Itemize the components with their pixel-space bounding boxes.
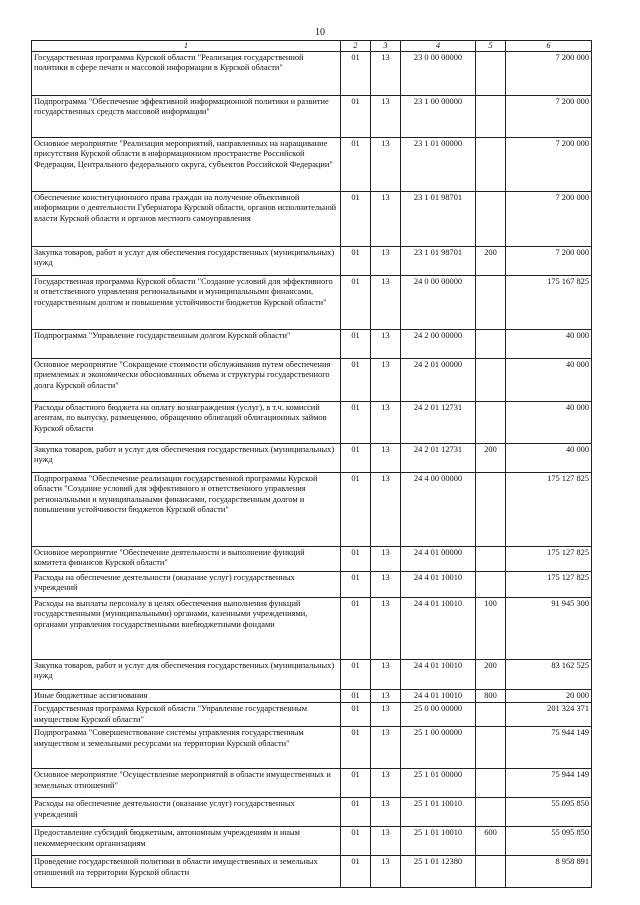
row-subsection-cell: 13	[371, 192, 401, 247]
table-row	[32, 572, 592, 598]
header-col-5: 5	[476, 41, 506, 52]
header-col-6: 6	[506, 41, 592, 52]
row-expense-type-cell	[476, 473, 506, 547]
row-amount-cell: 7 200 000	[506, 52, 592, 96]
row-name-cell: Государственная программа Курской области "Управление государственным имуществом Курской области"	[32, 703, 341, 727]
table-row	[32, 547, 592, 572]
row-section-cell: 01	[341, 690, 371, 703]
row-name-cell: Основное мероприятие "Осуществление мероприятий в области имущественных и земельных отношений"	[32, 769, 341, 798]
row-name-cell: Основное мероприятие "Обеспечение деятельности и выполнение функций комитета финансов Курской области"	[32, 547, 341, 572]
row-amount-cell: 8 958 891	[506, 856, 592, 888]
row-subsection-cell: 13	[371, 660, 401, 690]
row-name-cell: Закупка товаров, работ и услуг для обеспечения государственных (муниципальных) нужд	[32, 444, 341, 473]
row-subsection-cell: 13	[371, 96, 401, 138]
table-row	[32, 138, 592, 192]
row-section-cell: 01	[341, 727, 371, 769]
row-expense-type-cell: 200	[476, 247, 506, 276]
row-target-article-cell: 24 4 01 10010	[401, 690, 476, 703]
row-expense-type-cell	[476, 572, 506, 598]
row-subsection-cell: 13	[371, 330, 401, 359]
row-name-cell: Подпрограмма "Управление государственным долгом Курской области"	[32, 330, 341, 359]
row-subsection-cell: 13	[371, 572, 401, 598]
row-expense-type-cell: 800	[476, 690, 506, 703]
row-name-cell: Подпрограмма "Совершенствование системы управления государственным имуществом и земельными ресурсами на территории Курской области"	[32, 727, 341, 769]
row-amount-cell: 7 200 000	[506, 192, 592, 247]
row-target-article-cell: 25 1 00 00000	[401, 727, 476, 769]
row-name-cell: Закупка товаров, работ и услуг для обеспечения государственных (муниципальных) нужд	[32, 247, 341, 276]
row-amount-cell: 175 167 825	[506, 276, 592, 330]
table-row	[32, 473, 592, 547]
row-section-cell: 01	[341, 598, 371, 660]
table-row	[32, 402, 592, 444]
row-amount-cell: 83 162 525	[506, 660, 592, 690]
row-name-cell: Предоставление субсидий бюджетным, автономным учреждениям и иным некоммерческим организациям	[32, 827, 341, 856]
row-target-article-cell: 24 2 01 00000	[401, 359, 476, 402]
row-amount-cell: 75 944 149	[506, 727, 592, 769]
row-subsection-cell: 13	[371, 798, 401, 827]
row-amount-cell: 20 000	[506, 690, 592, 703]
table-row	[32, 444, 592, 473]
row-target-article-cell: 23 1 01 00000	[401, 138, 476, 192]
row-subsection-cell: 13	[371, 138, 401, 192]
row-subsection-cell: 13	[371, 690, 401, 703]
row-target-article-cell: 24 4 01 10010	[401, 660, 476, 690]
row-target-article-cell: 25 1 01 12380	[401, 856, 476, 888]
row-section-cell: 01	[341, 138, 371, 192]
row-expense-type-cell	[476, 703, 506, 727]
table-row	[32, 856, 592, 888]
row-name-cell: Подпрограмма "Обеспечение реализации государственной программы Курской области "Создание условий для эффективного и ответственного управления региональными и муниципальными финансами, государственным долгом и повышения устойчивости бюджетов Курской области"	[32, 473, 341, 547]
table-row	[32, 769, 592, 798]
row-name-cell: Основное мероприятие "Реализация мероприятий, направленных на наращивание присутствия Курской области в информационном пространстве Российской Федерации, Центрального федерального округа, субъектов Российской Федерации"	[32, 138, 341, 192]
row-amount-cell: 175 127 825	[506, 572, 592, 598]
row-target-article-cell: 25 1 01 10010	[401, 798, 476, 827]
row-target-article-cell: 24 4 01 10010	[401, 598, 476, 660]
table-row	[32, 52, 592, 96]
row-section-cell: 01	[341, 444, 371, 473]
row-section-cell: 01	[341, 359, 371, 402]
table-row	[32, 359, 592, 402]
row-section-cell: 01	[341, 798, 371, 827]
row-subsection-cell: 13	[371, 359, 401, 402]
row-expense-type-cell	[476, 330, 506, 359]
row-amount-cell: 7 200 000	[506, 96, 592, 138]
row-amount-cell: 55 095 850	[506, 798, 592, 827]
row-target-article-cell: 24 4 00 00000	[401, 473, 476, 547]
row-expense-type-cell	[476, 359, 506, 402]
table-row	[32, 690, 592, 703]
row-target-article-cell: 25 1 01 00000	[401, 769, 476, 798]
row-name-cell: Государственная программа Курской области "Создание условий для эффективного и ответственного управления региональными и муниципальными финансами, государственным долгом и повышения устойчивости бюджетов Курской области"	[32, 276, 341, 330]
row-amount-cell: 40 000	[506, 444, 592, 473]
row-expense-type-cell	[476, 769, 506, 798]
row-expense-type-cell	[476, 727, 506, 769]
row-name-cell: Закупка товаров, работ и услуг для обеспечения государственных (муниципальных) нужд	[32, 660, 341, 690]
row-name-cell: Основное мероприятие "Сокращение стоимости обслуживания путем обеспечения приемлемых и экономически обоснованных объема и структуры государственного долга Курской области"	[32, 359, 341, 402]
row-target-article-cell: 24 2 01 12731	[401, 402, 476, 444]
table-row	[32, 598, 592, 660]
header-col-4: 4	[401, 41, 476, 52]
table-row	[32, 330, 592, 359]
row-subsection-cell: 13	[371, 473, 401, 547]
row-section-cell: 01	[341, 52, 371, 96]
header-col-1: 1	[32, 41, 341, 52]
table-row	[32, 660, 592, 690]
row-expense-type-cell	[476, 547, 506, 572]
row-target-article-cell: 23 0 00 00000	[401, 52, 476, 96]
row-section-cell: 01	[341, 572, 371, 598]
row-amount-cell: 55 095 850	[506, 827, 592, 856]
table-row	[32, 192, 592, 247]
row-expense-type-cell	[476, 138, 506, 192]
row-name-cell: Подпрограмма "Обеспечение эффективной информационной политики и развитие государственных средств массовой информации"	[32, 96, 341, 138]
row-amount-cell: 75 944 149	[506, 769, 592, 798]
row-name-cell: Иные бюджетные ассигнования	[32, 690, 341, 703]
header-col-3: 3	[371, 41, 401, 52]
table-row	[32, 827, 592, 856]
row-expense-type-cell	[476, 856, 506, 888]
row-amount-cell: 40 000	[506, 402, 592, 444]
row-amount-cell: 7 200 000	[506, 247, 592, 276]
row-expense-type-cell	[476, 192, 506, 247]
row-expense-type-cell	[476, 402, 506, 444]
row-amount-cell: 40 000	[506, 330, 592, 359]
row-target-article-cell: 25 0 00 00000	[401, 703, 476, 727]
row-target-article-cell: 24 0 00 00000	[401, 276, 476, 330]
row-section-cell: 01	[341, 856, 371, 888]
row-subsection-cell: 13	[371, 402, 401, 444]
row-subsection-cell: 13	[371, 52, 401, 96]
header-col-2: 2	[341, 41, 371, 52]
row-name-cell: Проведение государственной политики в области имущественных и земельных отношений на территории Курской области	[32, 856, 341, 888]
row-name-cell: Расходы на обеспечение деятельности (оказание услуг) государственных учреждений	[32, 572, 341, 598]
budget-table	[31, 40, 592, 888]
table-row	[32, 703, 592, 727]
row-section-cell: 01	[341, 192, 371, 247]
row-target-article-cell: 23 1 01 98701	[401, 192, 476, 247]
table-row	[32, 96, 592, 138]
row-subsection-cell: 13	[371, 827, 401, 856]
row-target-article-cell: 25 1 01 10010	[401, 827, 476, 856]
row-subsection-cell: 13	[371, 547, 401, 572]
row-expense-type-cell: 600	[476, 827, 506, 856]
row-amount-cell: 175 127 825	[506, 473, 592, 547]
row-amount-cell: 201 324 371	[506, 703, 592, 727]
row-name-cell: Расходы областного бюджета на оплату вознаграждения (услуг), в т.ч. комиссий агентам, по выпуску, размещению, обращению облигаций облигационных займов Курской области	[32, 402, 341, 444]
row-section-cell: 01	[341, 402, 371, 444]
row-subsection-cell: 13	[371, 598, 401, 660]
row-section-cell: 01	[341, 547, 371, 572]
page-number: 10	[315, 27, 325, 38]
row-expense-type-cell	[476, 96, 506, 138]
row-section-cell: 01	[341, 473, 371, 547]
row-subsection-cell: 13	[371, 769, 401, 798]
row-amount-cell: 40 000	[506, 359, 592, 402]
row-subsection-cell: 13	[371, 703, 401, 727]
row-section-cell: 01	[341, 827, 371, 856]
row-expense-type-cell: 200	[476, 444, 506, 473]
row-section-cell: 01	[341, 703, 371, 727]
row-target-article-cell: 24 4 01 10010	[401, 572, 476, 598]
row-expense-type-cell	[476, 798, 506, 827]
row-amount-cell: 175 127 825	[506, 547, 592, 572]
row-expense-type-cell	[476, 52, 506, 96]
row-target-article-cell: 24 2 01 12731	[401, 444, 476, 473]
row-subsection-cell: 13	[371, 247, 401, 276]
row-amount-cell: 91 945 300	[506, 598, 592, 660]
header-row	[32, 41, 592, 52]
row-amount-cell: 7 200 000	[506, 138, 592, 192]
row-section-cell: 01	[341, 276, 371, 330]
row-expense-type-cell: 200	[476, 660, 506, 690]
row-section-cell: 01	[341, 660, 371, 690]
row-target-article-cell: 23 1 01 98701	[401, 247, 476, 276]
row-section-cell: 01	[341, 96, 371, 138]
row-section-cell: 01	[341, 330, 371, 359]
table-row	[32, 276, 592, 330]
row-expense-type-cell: 100	[476, 598, 506, 660]
row-subsection-cell: 13	[371, 444, 401, 473]
row-expense-type-cell	[476, 276, 506, 330]
row-subsection-cell: 13	[371, 276, 401, 330]
row-target-article-cell: 24 2 00 00000	[401, 330, 476, 359]
row-section-cell: 01	[341, 247, 371, 276]
row-subsection-cell: 13	[371, 856, 401, 888]
row-name-cell: Обеспечение конституционного права граждан на получение объективной информации о деятельности Губернатора Курской области, органов исполнительной власти Курской области и органов местного самоуправления	[32, 192, 341, 247]
table-row	[32, 247, 592, 276]
row-target-article-cell: 23 1 00 00000	[401, 96, 476, 138]
row-name-cell: Государственная программа Курской области "Реализация государственной политики в сфере печати и массовой информации в Курской области"	[32, 52, 341, 96]
row-target-article-cell: 24 4 01 00000	[401, 547, 476, 572]
table-row	[32, 798, 592, 827]
row-section-cell: 01	[341, 769, 371, 798]
row-name-cell: Расходы на выплаты персоналу в целях обеспечения выполнения функций государственными (муниципальными) органами, казенными учреждениями, органами управления государственными внебюджетными фондами	[32, 598, 341, 660]
row-subsection-cell: 13	[371, 727, 401, 769]
table-row	[32, 727, 592, 769]
row-name-cell: Расходы на обеспечение деятельности (оказание услуг) государственных учреждений	[32, 798, 341, 827]
